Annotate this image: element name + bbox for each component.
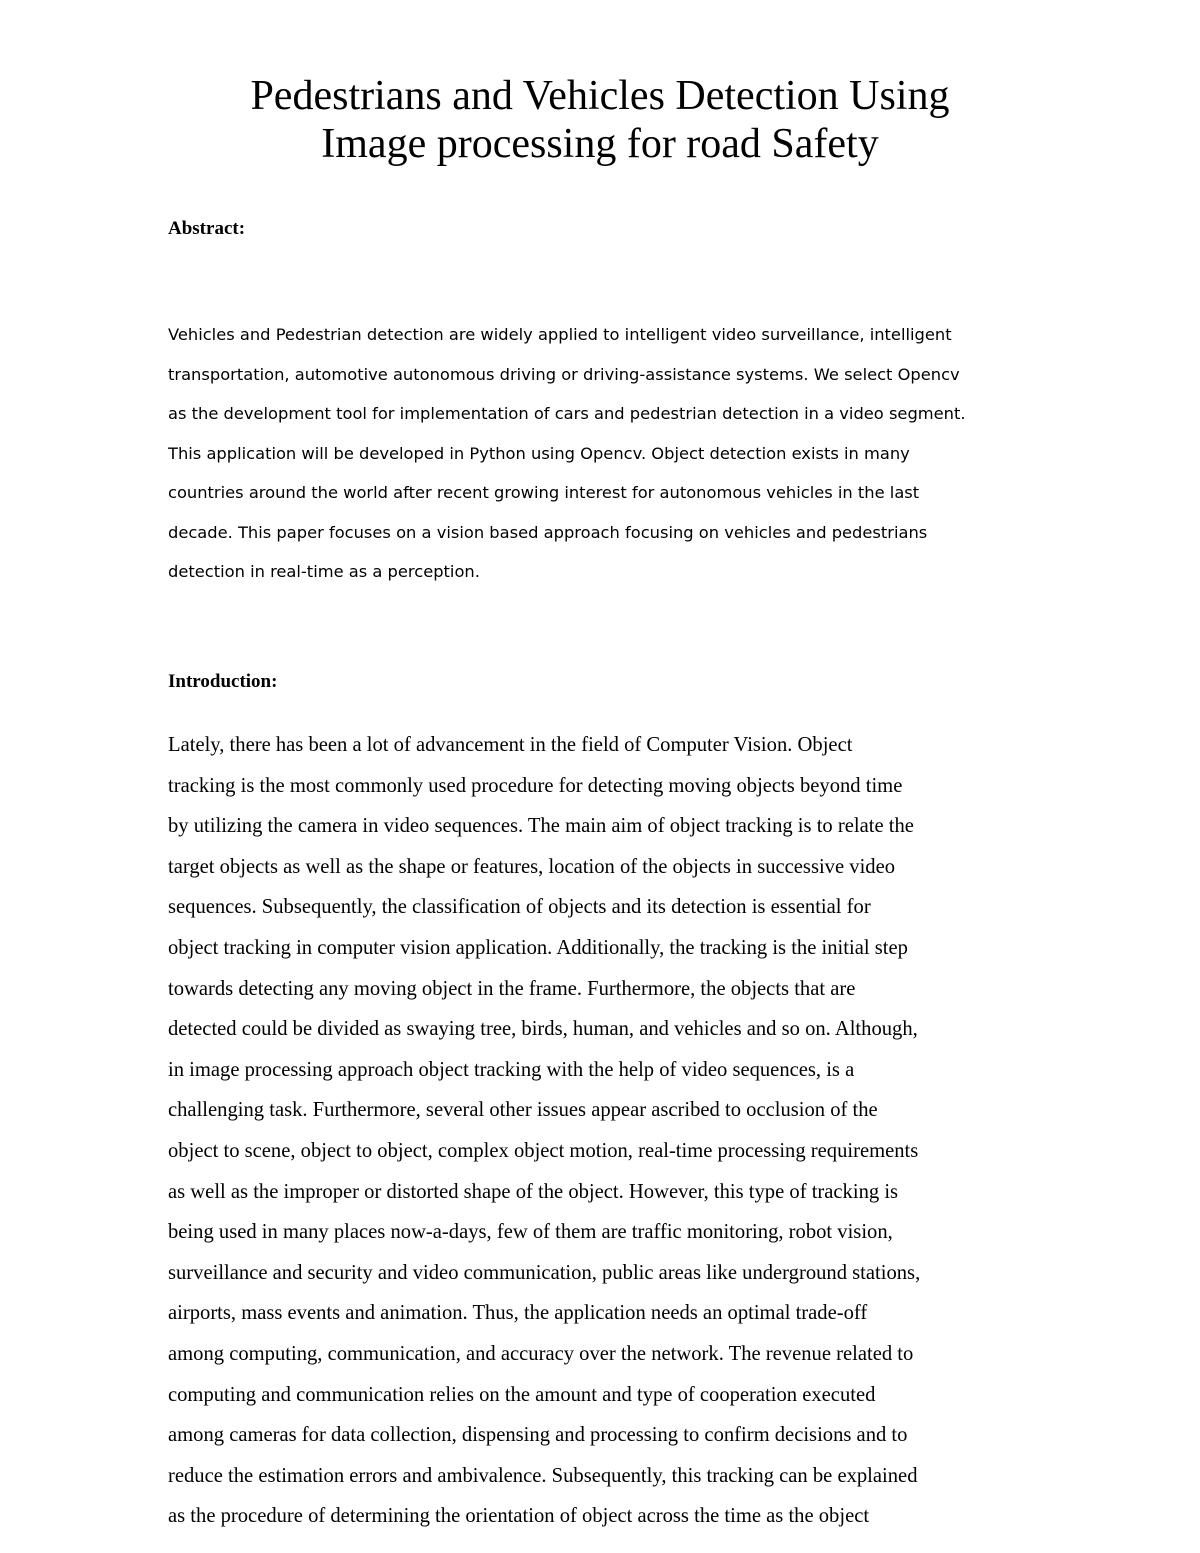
abstract-heading: Abstract: bbox=[168, 218, 246, 239]
abstract-line: Vehicles and Pedestrian detection are widely applied to intelligent video surveillance, intelligent bbox=[168, 325, 952, 344]
abstract-line: decade. This paper focuses on a vision based approach focusing on vehicles and pedestrians bbox=[168, 522, 928, 542]
title-line: Pedestrians and Vehicles Detection Using bbox=[250, 73, 950, 119]
introduction-line: among computing, communication, and accuracy over the network. The revenue related to bbox=[168, 1342, 914, 1365]
introduction-line: target objects as well as the shape or features, location of the objects in successive video bbox=[168, 855, 896, 878]
introduction-line: computing and communication relies on the amount and type of cooperation executed bbox=[168, 1383, 876, 1406]
introduction-line: by utilizing the camera in video sequences. The main aim of object tracking is to relate the bbox=[168, 815, 914, 838]
introduction-line: challenging task. Furthermore, several other issues appear ascribed to occlusion of the bbox=[168, 1099, 878, 1122]
introduction-line: in image processing approach object tracking with the help of video sequences, is a bbox=[168, 1058, 855, 1081]
introduction-line: among cameras for data collection, dispensing and processing to confirm decisions and to bbox=[168, 1424, 908, 1447]
abstract-body bbox=[168, 315, 1048, 592]
introduction-line: as well as the improper or distorted shape of the object. However, this type of tracking is bbox=[168, 1180, 899, 1203]
abstract-line: countries around the world after recent growing interest for autonomous vehicles in the last bbox=[168, 483, 920, 502]
abstract-line: transportation, automotive autonomous driving or driving-assistance systems. We select Opencv bbox=[168, 364, 960, 384]
introduction-line: object to scene, object to object, complex object motion, real-time processing requirements bbox=[168, 1139, 919, 1162]
introduction-line: surveillance and security and video communication, public areas like underground stations, bbox=[168, 1261, 921, 1284]
introduction-line: as the procedure of determining the orientation of object across the time as the object bbox=[168, 1505, 870, 1528]
abstract-line: detection in real-time as a perception. bbox=[168, 562, 480, 581]
introduction-heading: Introduction: bbox=[168, 671, 278, 692]
introduction-line: tracking is the most commonly used procedure for detecting moving objects beyond time bbox=[168, 774, 903, 797]
abstract-line: This application will be developed in Python using Opencv. Object detection exists in many bbox=[168, 443, 910, 463]
introduction-line: object tracking in computer vision application. Additionally, the tracking is the initial step bbox=[168, 936, 908, 959]
abstract-line: as the development tool for implementation of cars and pedestrian detection in a video segment. bbox=[168, 404, 966, 423]
paper-title bbox=[0, 72, 1200, 168]
title-line: Image processing for road Safety bbox=[321, 121, 879, 167]
introduction-body bbox=[168, 725, 1048, 1537]
introduction-line: being used in many places now-a-days, few of them are traffic monitoring, robot vision, bbox=[168, 1221, 893, 1244]
introduction-line: sequences. Subsequently, the classification of objects and its detection is essential for bbox=[168, 896, 871, 919]
introduction-line: airports, mass events and animation. Thus, the application needs an optimal trade-off bbox=[168, 1302, 868, 1325]
introduction-line: detected could be divided as swaying tree, birds, human, and vehicles and so on. Although, bbox=[168, 1018, 918, 1041]
introduction-line: towards detecting any moving object in the frame. Furthermore, the objects that are bbox=[168, 977, 856, 1000]
introduction-line: Lately, there has been a lot of advancement in the field of Computer Vision. Object bbox=[168, 734, 853, 756]
introduction-line: reduce the estimation errors and ambivalence. Subsequently, this tracking can be explained bbox=[168, 1464, 918, 1487]
